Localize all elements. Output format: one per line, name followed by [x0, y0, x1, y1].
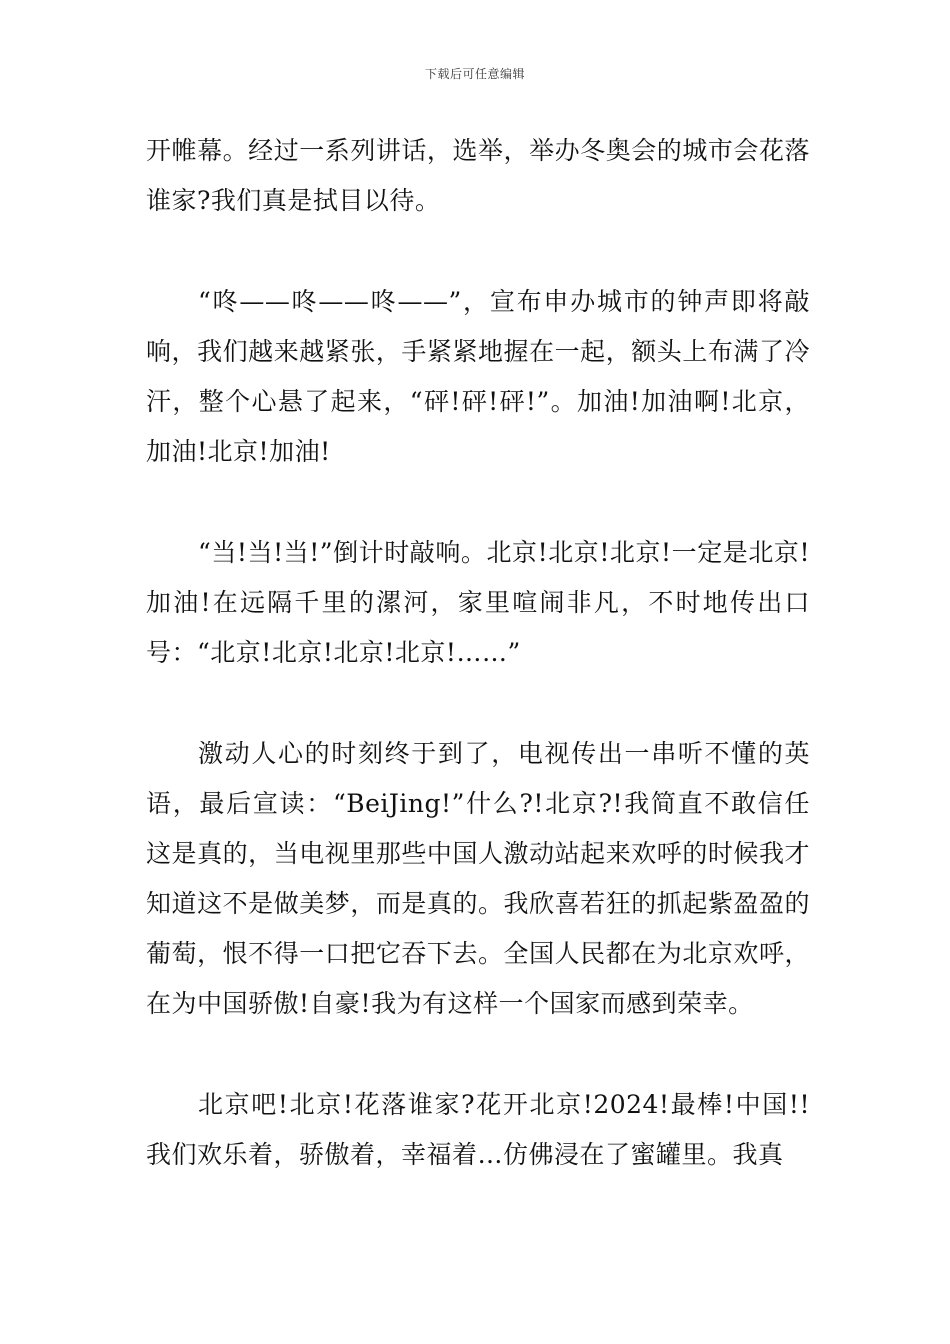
page-header: 下载后可任意编辑	[424, 67, 525, 81]
paragraph-3: “当!当!当!”倒计时敲响。北京!北京!北京!一定是北京!加油!在远隔千里的漯河，家里喧闹非凡，不时地传出口号：“北京!北京!北京!北京!……”	[146, 538, 810, 667]
document-body	[146, 126, 810, 1231]
paragraph-1: 开帷幕。经过一系列讲话，选举，举办冬奥会的城市会花落谁家?我们真是拭目以待。	[146, 136, 810, 215]
paragraph-4: 激动人心的时刻终于到了，电视传出一串听不懂的英语，最后宣读：“BeiJing!”什么?!北京?!我简直不敢信任这是真的，当电视里那些中国人激动站起来欢呼的时候我才知道这不是做美梦，而是真的。我欣喜若狂的抓起紫盈盈的葡萄，恨不得一口把它吞下去。全国人民都在为北京欢呼，在为中国骄傲!自豪!我为有这样一个国家而感到荣幸。	[146, 739, 810, 1018]
paragraph-5: 北京吧!北京!花落谁家?花开北京!2024!最棒!中国!!我们欢乐着，骄傲着，幸福着…仿佛浸在了蜜罐里。我真	[146, 1090, 810, 1169]
paragraph-2: “咚——咚——咚——”，宣布申办城市的钟声即将敲响，我们越来越紧张，手紧紧地握在一起，额头上布满了冷汗，整个心悬了起来，“砰!砰!砰!”。加油!加油啊!北京，加油!北京!加油!	[146, 287, 810, 466]
